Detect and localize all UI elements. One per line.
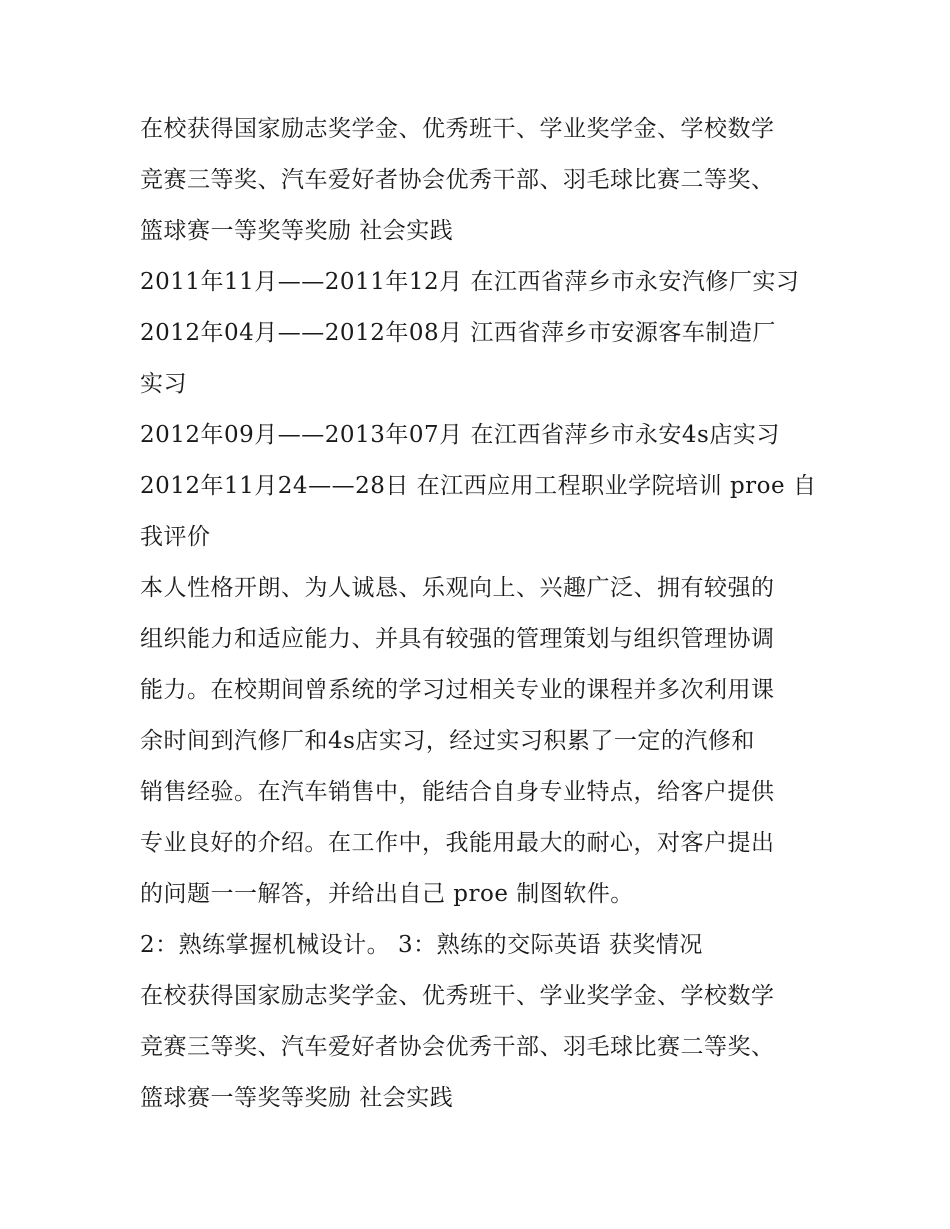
text-line-self-eval-7: 的问题一一解答，并给出自己 proe 制图软件。 xyxy=(140,881,634,907)
text-line-self-eval-4: 余时间到汽修厂和4s店实习，经过实习积累了一定的汽修和 xyxy=(140,728,755,754)
document-body xyxy=(140,104,820,1124)
text-line-practice-2: 2012年04月——2012年08月 江西省萍乡市安源客车制造厂 xyxy=(140,320,776,346)
text-line-self-eval-6: 专业良好的介绍。在工作中，我能用最大的耐心，对客户提出 xyxy=(140,830,775,856)
text-line-awards-3: 篮球赛一等奖等奖励 社会实践 xyxy=(140,218,454,244)
text-line-self-eval-3: 能力。在校期间曾系统的学习过相关专业的课程并多次利用课 xyxy=(140,677,775,703)
text-line-self-eval-heading: 我评价 xyxy=(140,524,211,550)
text-line-skills: 2：熟练掌握机械设计。 3：熟练的交际英语 获奖情况 xyxy=(140,932,703,958)
text-line-self-eval-2: 组织能力和适应能力、并具有较强的管理策划与组织管理协调 xyxy=(140,626,775,652)
text-line-self-eval-1: 本人性格开朗、为人诚恳、乐观向上、兴趣广泛、拥有较强的 xyxy=(140,575,775,601)
text-line-awards-repeat-1: 在校获得国家励志奖学金、优秀班干、学业奖学金、学校数学 xyxy=(140,983,775,1009)
text-line-awards-repeat-2: 竞赛三等奖、汽车爱好者协会优秀干部、羽毛球比赛二等奖、 xyxy=(140,1034,775,1060)
text-line-self-eval-5: 销售经验。在汽车销售中，能结合自身专业特点，给客户提供 xyxy=(140,779,775,805)
text-line-practice-1: 2011年11月——2011年12月 在江西省萍乡市永安汽修厂实习 xyxy=(140,269,800,295)
text-line-training: 2012年11月24——28日 在江西应用工程职业学院培训 proe 自 xyxy=(140,473,817,499)
text-line-practice-2-cont: 实习 xyxy=(140,371,187,397)
text-line-practice-3: 2012年09月——2013年07月 在江西省萍乡市永安4s店实习 xyxy=(140,422,780,448)
text-line-awards-2: 竞赛三等奖、汽车爱好者协会优秀干部、羽毛球比赛二等奖、 xyxy=(140,167,775,193)
text-line-awards-1: 在校获得国家励志奖学金、优秀班干、学业奖学金、学校数学 xyxy=(140,116,775,142)
text-line-awards-repeat-3: 篮球赛一等奖等奖励 社会实践 xyxy=(140,1085,454,1111)
